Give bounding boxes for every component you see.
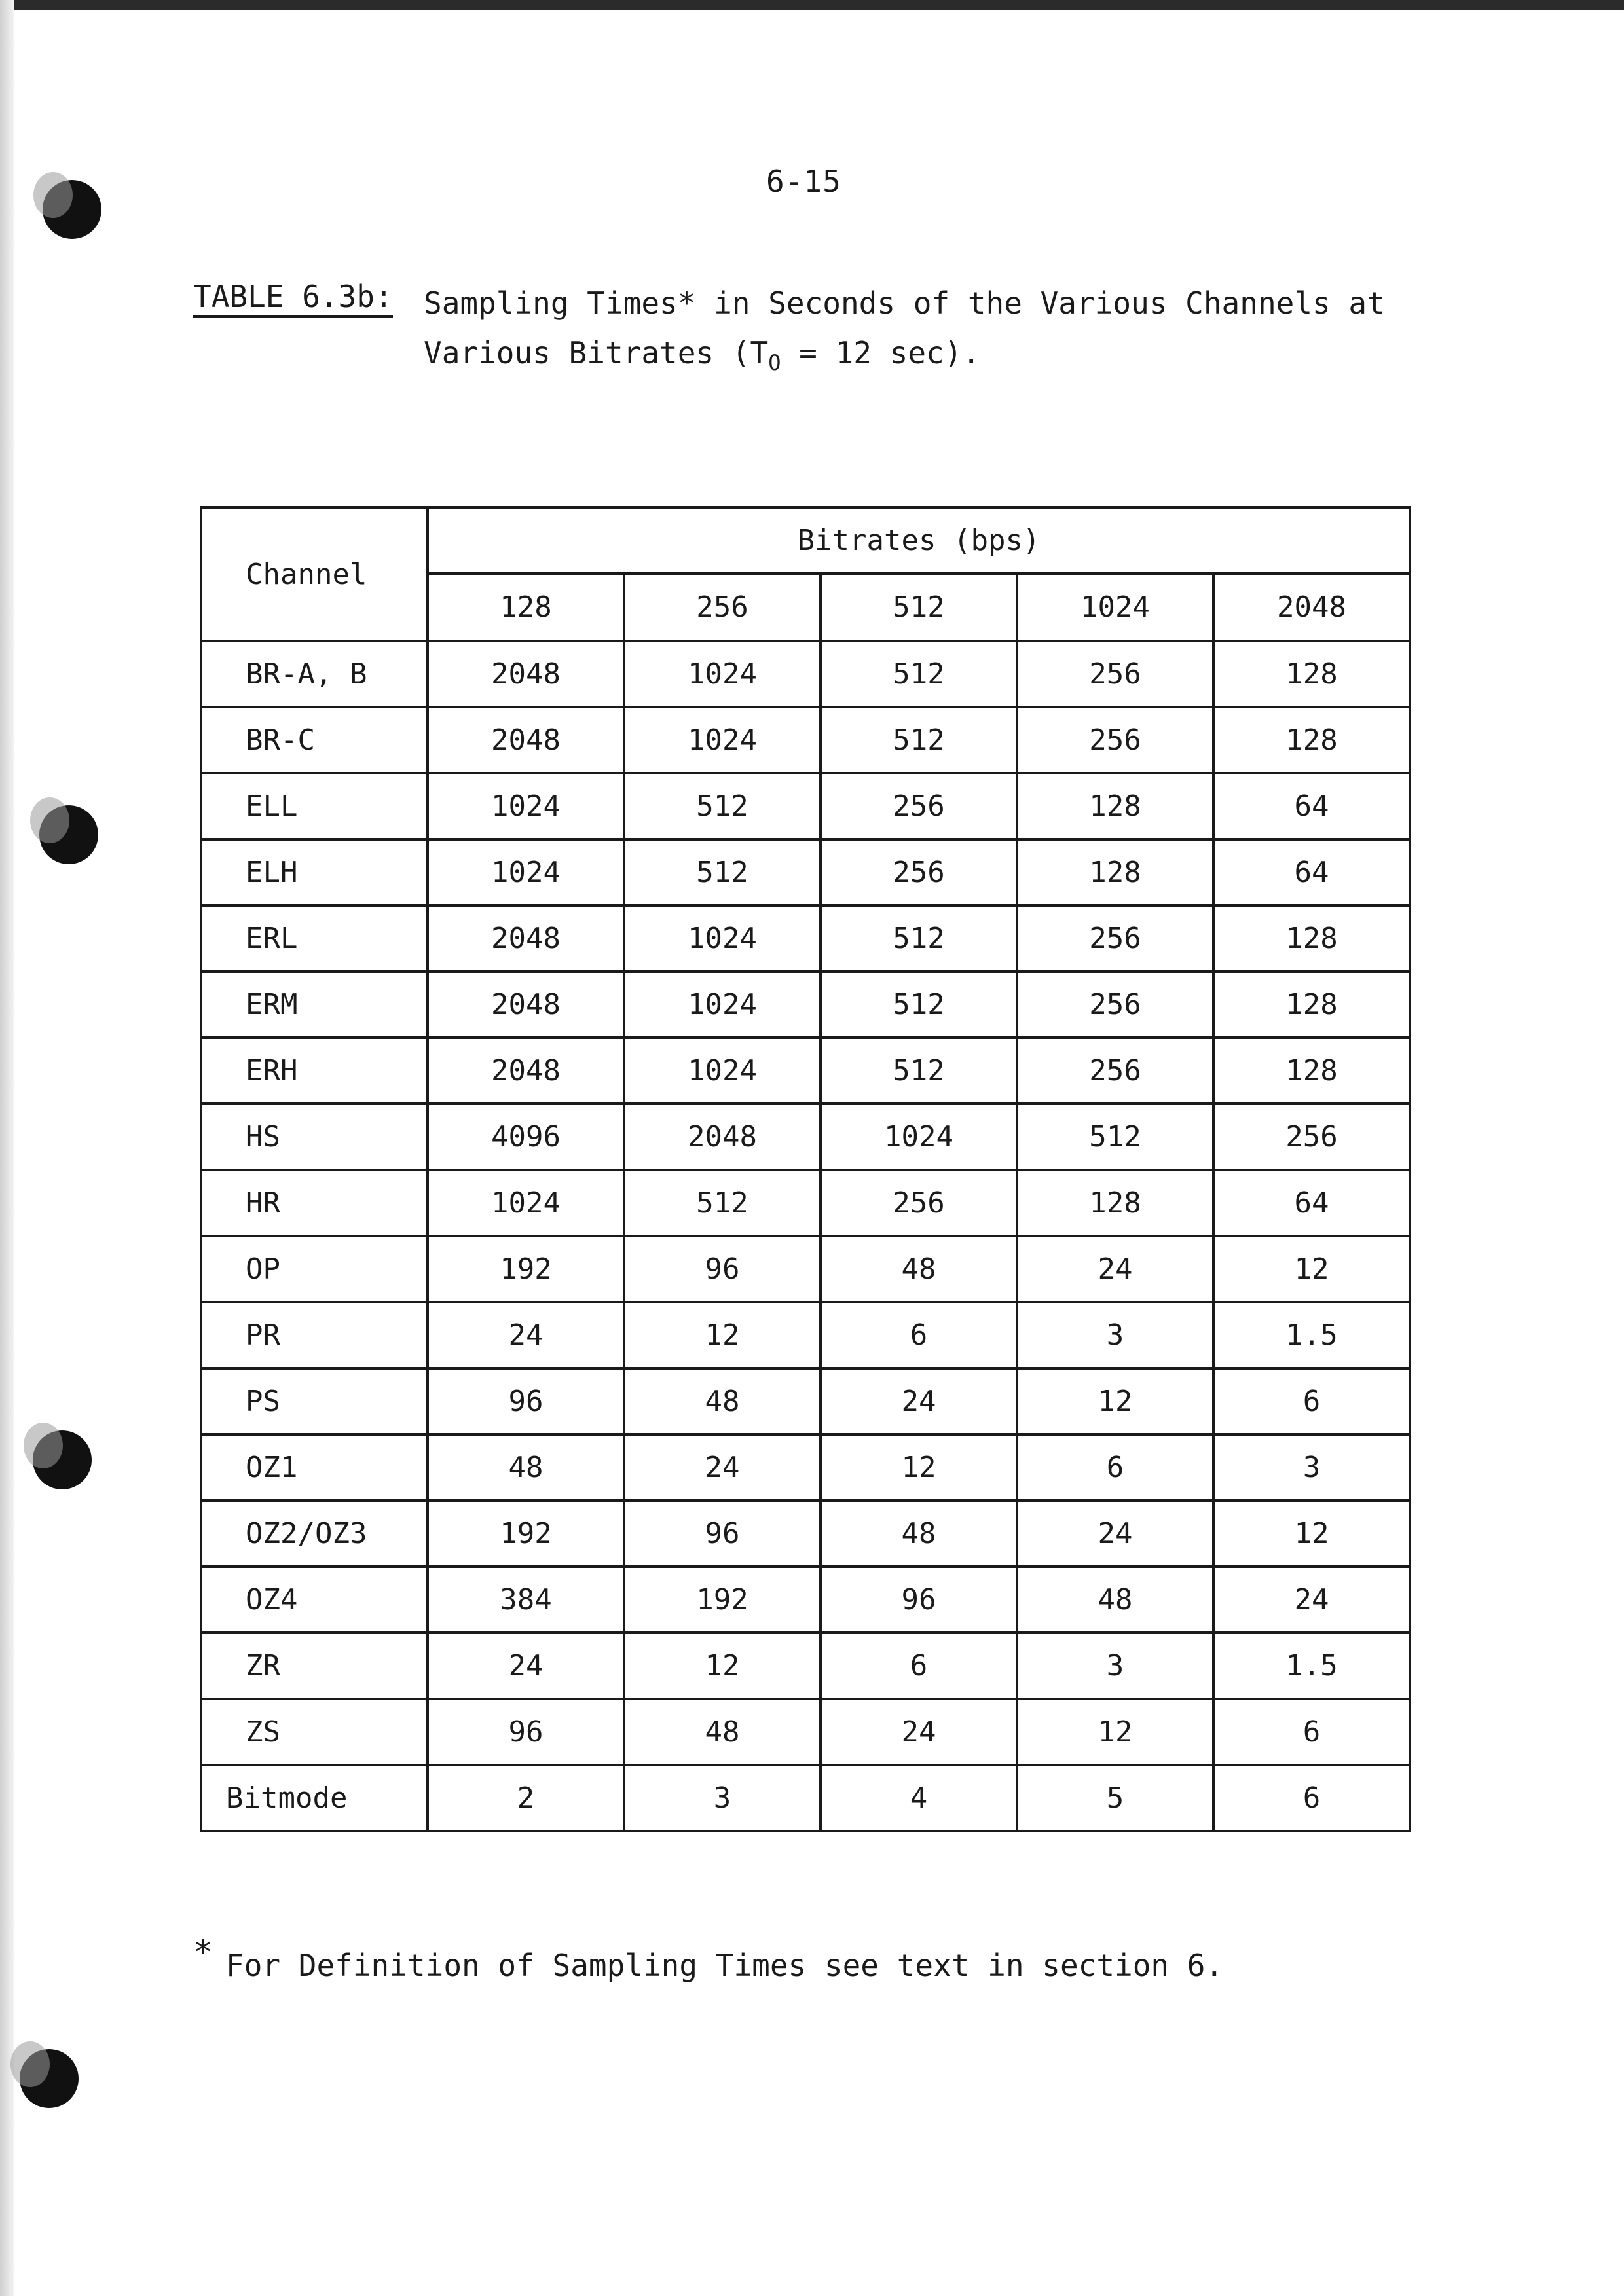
sampling-time-cell: 1024 [428, 839, 624, 905]
sampling-time-cell: 6 [1213, 1368, 1410, 1434]
sampling-time-cell: 256 [1017, 1038, 1213, 1104]
table-body [201, 641, 1410, 1831]
table-row [201, 905, 1410, 972]
table-row [201, 641, 1410, 707]
sampling-time-cell: 128 [1017, 839, 1213, 905]
table-row [201, 707, 1410, 773]
punch-hole-icon [43, 180, 101, 239]
table-row [201, 1170, 1410, 1236]
sampling-time-cell: 6 [821, 1633, 1017, 1699]
sampling-time-cell: 4 [821, 1765, 1017, 1831]
channel-name-cell: ERM [201, 972, 428, 1038]
channel-name-cell: ZR [201, 1633, 428, 1699]
channel-name-cell: ERL [201, 905, 428, 972]
table-row [201, 1236, 1410, 1302]
sampling-time-cell: 12 [1213, 1236, 1410, 1302]
sampling-time-cell: 48 [624, 1368, 821, 1434]
channel-name-cell: PR [201, 1302, 428, 1368]
sampling-time-cell: 2048 [428, 1038, 624, 1104]
sampling-time-cell: 1024 [821, 1104, 1017, 1170]
sampling-time-cell: 256 [1017, 905, 1213, 972]
sampling-time-cell: 12 [821, 1434, 1017, 1501]
bitrate-column-header: 256 [624, 574, 821, 641]
sampling-time-cell: 64 [1213, 839, 1410, 905]
sampling-time-cell: 96 [428, 1368, 624, 1434]
sampling-time-cell: 96 [821, 1567, 1017, 1633]
table-label: TABLE 6.3b: [193, 278, 393, 318]
footnote-mark: * [193, 1933, 213, 1971]
sampling-time-cell: 1024 [624, 641, 821, 707]
channel-name-cell: ELL [201, 773, 428, 839]
sampling-time-cell: 48 [624, 1699, 821, 1765]
sampling-times-table [200, 506, 1411, 1832]
sampling-time-cell: 2 [428, 1765, 624, 1831]
channel-name-cell: ZS [201, 1699, 428, 1765]
sampling-time-cell: 4096 [428, 1104, 624, 1170]
punch-hole-icon [33, 1430, 92, 1489]
table-title-line-1: Sampling Times* in Seconds of the Various Channels at [424, 285, 1385, 321]
channel-name-cell: ERH [201, 1038, 428, 1104]
sampling-time-cell: 256 [821, 839, 1017, 905]
table-title [424, 278, 1537, 388]
punch-hole-icon [20, 2049, 79, 2108]
channel-column-header: Channel [201, 507, 428, 641]
page-number: 6-15 [766, 164, 841, 199]
sampling-time-cell: 1024 [624, 972, 821, 1038]
table-row [201, 1434, 1410, 1501]
sampling-time-cell: 48 [1017, 1567, 1213, 1633]
table-header-row [201, 507, 1410, 574]
table-row [201, 839, 1410, 905]
sampling-time-cell: 24 [1213, 1567, 1410, 1633]
table-row [201, 1501, 1410, 1567]
channel-name-cell: OZ2/OZ3 [201, 1501, 428, 1567]
sampling-time-cell: 24 [821, 1368, 1017, 1434]
channel-name-cell: ELH [201, 839, 428, 905]
sampling-time-cell: 12 [1017, 1368, 1213, 1434]
channel-name-cell: OZ1 [201, 1434, 428, 1501]
sampling-time-cell: 1024 [624, 905, 821, 972]
bitrate-column-header: 128 [428, 574, 624, 641]
sampling-time-cell: 1024 [428, 1170, 624, 1236]
sampling-time-cell: 2048 [428, 905, 624, 972]
channel-name-cell: PS [201, 1368, 428, 1434]
sampling-time-cell: 64 [1213, 1170, 1410, 1236]
sampling-time-cell: 256 [1213, 1104, 1410, 1170]
table-row [201, 1302, 1410, 1368]
sampling-time-cell: 12 [1017, 1699, 1213, 1765]
scan-left-edge [0, 0, 14, 2296]
sampling-time-cell: 128 [1213, 905, 1410, 972]
punch-hole-icon [39, 805, 98, 864]
sampling-time-cell: 512 [624, 773, 821, 839]
sampling-time-cell: 6 [1213, 1699, 1410, 1765]
table-title-line-2: Various Bitrates ($T_O = 12$ sec). [424, 335, 981, 376]
table-row [201, 1104, 1410, 1170]
sampling-time-cell: 512 [1017, 1104, 1213, 1170]
table-row [201, 1567, 1410, 1633]
data-table [200, 506, 1411, 1832]
sampling-time-cell: 128 [1213, 707, 1410, 773]
sampling-time-cell: 512 [624, 839, 821, 905]
sampling-time-cell: 24 [821, 1699, 1017, 1765]
table-row [201, 1765, 1410, 1831]
sampling-time-cell: 128 [1017, 773, 1213, 839]
table-row [201, 1633, 1410, 1699]
sampling-time-cell: 256 [1017, 707, 1213, 773]
sampling-time-cell: 2048 [624, 1104, 821, 1170]
sampling-time-cell: 12 [624, 1633, 821, 1699]
channel-name-cell: OZ4 [201, 1567, 428, 1633]
sampling-time-cell: 512 [821, 905, 1017, 972]
sampling-time-cell: 512 [821, 641, 1017, 707]
sampling-time-cell: 192 [428, 1501, 624, 1567]
table-row [201, 1699, 1410, 1765]
sampling-time-cell: 12 [1213, 1501, 1410, 1567]
sampling-time-cell: 1024 [624, 707, 821, 773]
sampling-time-cell: 2048 [428, 707, 624, 773]
sampling-time-cell: 1024 [428, 773, 624, 839]
sampling-time-cell: 2048 [428, 641, 624, 707]
table-row [201, 1038, 1410, 1104]
channel-name-cell: OP [201, 1236, 428, 1302]
sampling-time-cell: 512 [821, 707, 1017, 773]
sampling-time-cell: 24 [1017, 1501, 1213, 1567]
sampling-time-cell: 192 [624, 1567, 821, 1633]
scan-top-edge [0, 0, 1624, 10]
channel-name-cell: BR-C [201, 707, 428, 773]
sampling-time-cell: 6 [1213, 1765, 1410, 1831]
channel-name-cell: HS [201, 1104, 428, 1170]
sampling-time-cell: 512 [821, 1038, 1017, 1104]
sampling-time-cell: 24 [1017, 1236, 1213, 1302]
table-row [201, 773, 1410, 839]
sampling-time-cell: 384 [428, 1567, 624, 1633]
sampling-time-cell: 1024 [624, 1038, 821, 1104]
bitrate-column-header: 1024 [1017, 574, 1213, 641]
sampling-time-cell: 24 [624, 1434, 821, 1501]
sampling-time-cell: 6 [821, 1302, 1017, 1368]
sampling-time-cell: 192 [428, 1236, 624, 1302]
sampling-time-cell: 128 [1017, 1170, 1213, 1236]
sampling-time-cell: 256 [821, 1170, 1017, 1236]
bitrates-group-header: Bitrates (bps) [428, 507, 1410, 574]
table-row [201, 972, 1410, 1038]
sampling-time-cell: 96 [624, 1236, 821, 1302]
sampling-time-cell: 24 [428, 1633, 624, 1699]
sampling-time-cell: 128 [1213, 641, 1410, 707]
sampling-time-cell: 5 [1017, 1765, 1213, 1831]
sampling-time-cell: 96 [428, 1699, 624, 1765]
sampling-time-cell: 256 [1017, 972, 1213, 1038]
sampling-time-cell: 2048 [428, 972, 624, 1038]
sampling-time-cell: 48 [821, 1236, 1017, 1302]
channel-name-cell: HR [201, 1170, 428, 1236]
sampling-time-cell: 128 [1213, 1038, 1410, 1104]
sampling-time-cell: 96 [624, 1501, 821, 1567]
sampling-time-cell: 48 [821, 1501, 1017, 1567]
sampling-time-cell: 128 [1213, 972, 1410, 1038]
sampling-time-cell: 1.5 [1213, 1302, 1410, 1368]
sampling-time-cell: 12 [624, 1302, 821, 1368]
sampling-time-cell: 24 [428, 1302, 624, 1368]
channel-name-cell: Bitmode [201, 1765, 428, 1831]
table-row [201, 1368, 1410, 1434]
sampling-time-cell: 256 [1017, 641, 1213, 707]
sampling-time-cell: 6 [1017, 1434, 1213, 1501]
sampling-time-cell: 64 [1213, 773, 1410, 839]
sampling-time-cell: 512 [821, 972, 1017, 1038]
sampling-time-cell: 3 [1213, 1434, 1410, 1501]
sampling-time-cell: 256 [821, 773, 1017, 839]
bitrate-column-header: 2048 [1213, 574, 1410, 641]
channel-name-cell: BR-A, B [201, 641, 428, 707]
sampling-time-cell: 3 [1017, 1302, 1213, 1368]
sampling-time-cell: 3 [624, 1765, 821, 1831]
bitrate-column-header: 512 [821, 574, 1017, 641]
sampling-time-cell: 512 [624, 1170, 821, 1236]
sampling-time-cell: 48 [428, 1434, 624, 1501]
footnote-text: For Definition of Sampling Times see text in section 6. [226, 1948, 1224, 1983]
footnote [193, 1933, 1224, 2054]
sampling-time-cell: 3 [1017, 1633, 1213, 1699]
sampling-time-cell: 1.5 [1213, 1633, 1410, 1699]
